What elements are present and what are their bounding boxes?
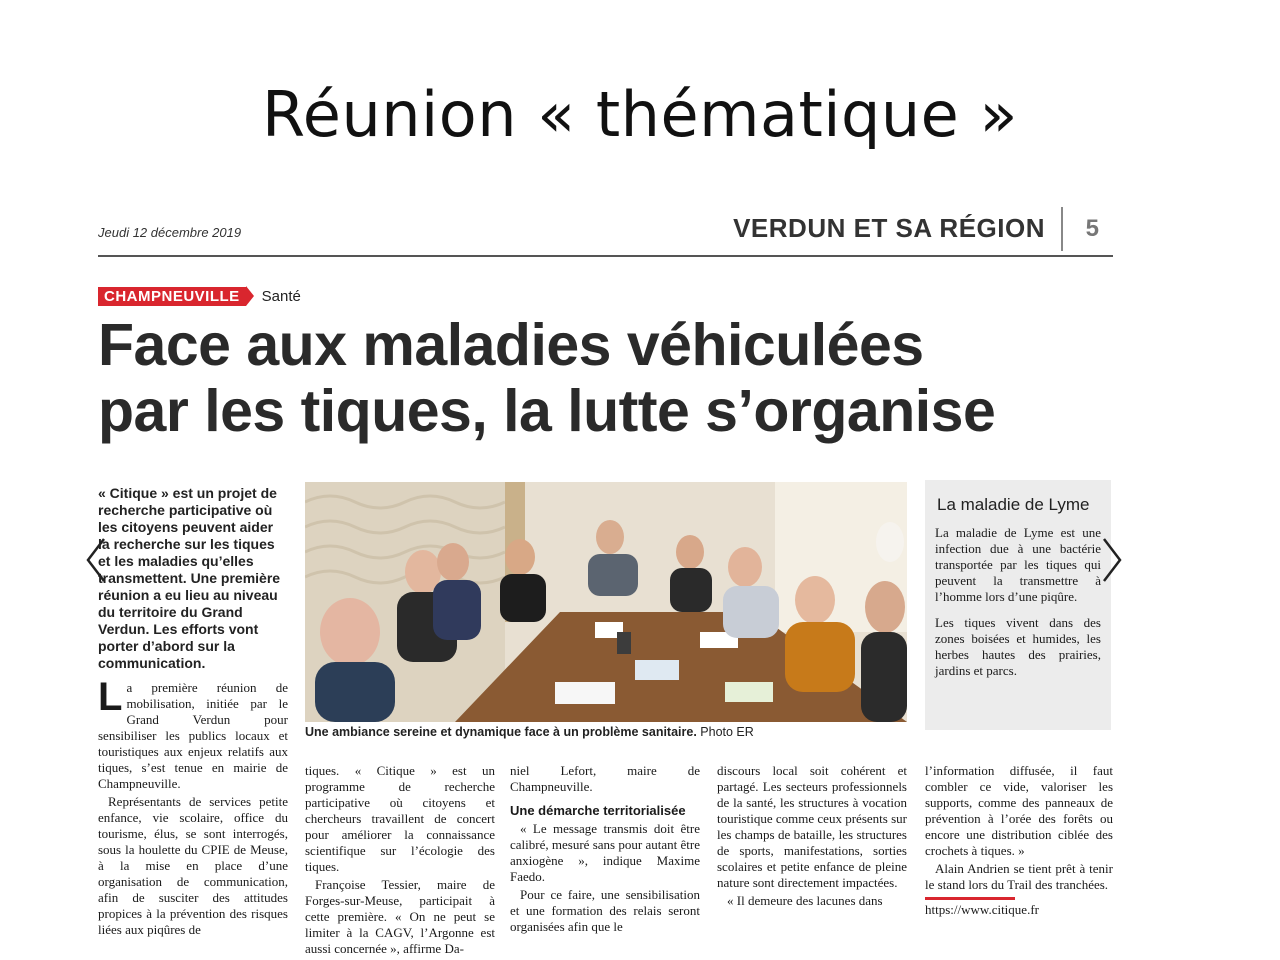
col3-paragraph-2: « Le message transmis doit être calibré, mesuré sans pour autant être anxiogène », indique Maxime Faedo. bbox=[510, 821, 700, 884]
photo-paper-2 bbox=[635, 660, 679, 680]
photo-thermos bbox=[617, 632, 631, 654]
person-3-body bbox=[433, 580, 481, 640]
col1-text-1: a première réunion de mobilisation, initiée par le Grand Verdun pour sensibiliser les publics locaux et touristiques aux enjeux relatifs aux tiques, s’est tenue en mairie de Champneuville. bbox=[98, 680, 288, 791]
person-6-body bbox=[670, 568, 712, 612]
column-5 bbox=[925, 763, 1113, 918]
section-title: VERDUN ET SA RÉGION bbox=[733, 213, 1045, 243]
column-3 bbox=[510, 763, 700, 937]
headline bbox=[98, 312, 1118, 444]
photo-bust bbox=[876, 522, 904, 562]
col4-paragraph-1: discours local soit cohérent et partagé. Les secteurs professionnels de la santé, les structures à vocation touristique comme ceux présents sur les champs de bataille, les structures de sports, manifestations, sorties scolaires et petite enfance de pleine nature sont directement impactées. bbox=[717, 763, 907, 890]
newspaper-clipping bbox=[98, 205, 1113, 956]
headline-line-1: Face aux maladies véhiculées bbox=[98, 312, 924, 378]
person-9-head bbox=[865, 581, 905, 633]
sidebar-title: La maladie de Lyme bbox=[937, 495, 1090, 514]
kicker bbox=[98, 286, 301, 306]
col3-subhead: Une démarche territorialisée bbox=[510, 803, 686, 818]
caption-text: Une ambiance sereine et dynamique face à un problème sanitaire. bbox=[305, 725, 697, 739]
lede: « Citique » est un projet de recherche participative où les citoyens peuvent aider la recherche sur les tiques et les maladies qu’elles transmettent. Une première réunion a eu lieu au niveau du territoire du Grand Verdun. Les efforts vont porter d’abord sur la communication. bbox=[98, 485, 281, 671]
col2-paragraph-2: Françoise Tessier, maire de Forges-sur-Meuse, participait à cette première. « On ne peut se limiter à la CAGV, l’Argonne est aussi concernée », affirme Da- bbox=[305, 877, 495, 956]
col2-paragraph-1: tiques. « Citique » est un programme de recherche participative où citoyens et chercheurs travaillent de concert pour améliorer la connaissance scientifique sur l’écologie des tiques. bbox=[305, 763, 495, 874]
issue-date: Jeudi 12 décembre 2019 bbox=[98, 225, 242, 240]
column-1 bbox=[98, 675, 288, 940]
kicker-rubric: Santé bbox=[261, 287, 301, 305]
chevron-left-icon[interactable] bbox=[84, 535, 108, 585]
meeting-photo bbox=[305, 482, 907, 722]
sidebar-paragraph-2: Les tiques vivent dans des zones boisées et humides, les herbes hautes des prairies, jardins et parcs. bbox=[935, 615, 1101, 678]
person-6-head bbox=[676, 535, 704, 569]
person-9-body bbox=[861, 632, 907, 722]
person-7-head bbox=[728, 547, 762, 587]
col1-paragraph-1 bbox=[98, 675, 288, 792]
caption-credit: Photo ER bbox=[700, 725, 754, 739]
photo-paper-5 bbox=[725, 682, 773, 702]
chevron-right-icon[interactable] bbox=[1100, 535, 1124, 585]
col3-paragraph-1: niel Lefort, maire de Champneuville. bbox=[510, 763, 700, 794]
person-8-body bbox=[785, 622, 855, 692]
col5-paragraph-2: Alain Andrien se tient prêt à tenir le stand lors du Trail des tranchées. bbox=[925, 861, 1113, 892]
person-3-head bbox=[437, 543, 469, 581]
citique-url: https://www.citique.fr bbox=[925, 897, 1015, 918]
headline-line-2: par les tiques, la lutte s’organise bbox=[98, 378, 996, 444]
masthead bbox=[98, 205, 1113, 257]
person-5-head bbox=[596, 520, 624, 554]
page-number: 5 bbox=[1085, 215, 1099, 242]
person-1-body bbox=[315, 662, 395, 722]
masthead-divider bbox=[1061, 207, 1063, 251]
col3-paragraph-3: Pour ce faire, une sensibilisation et une formation des relais seront organisées afin que le bbox=[510, 887, 700, 934]
sidebar-box bbox=[925, 480, 1111, 730]
person-5-body bbox=[588, 554, 638, 596]
dropcap: L bbox=[98, 675, 123, 719]
sidebar-paragraph-1: La maladie de Lyme est une infection due à une bactérie transportée par les tiques qui peuvent la transmettre à l’homme lors d’une piqûre. bbox=[935, 525, 1101, 604]
person-1-head bbox=[320, 598, 380, 666]
person-4-head bbox=[505, 539, 535, 575]
person-8-head bbox=[795, 576, 835, 624]
slide-title: Réunion « thématique » bbox=[262, 78, 1018, 151]
kicker-arrow bbox=[246, 286, 254, 306]
col5-paragraph-1: l’information diffusée, il faut combler ce vide, valoriser les supports, comme des panneaux de prévention à l’orée des forêts ou encore une distribution ciblée des crochets à tiques. » bbox=[925, 763, 1113, 858]
column-2 bbox=[305, 763, 495, 959]
kicker-place: CHAMPNEUVILLE bbox=[98, 287, 246, 306]
photo-paper-4 bbox=[555, 682, 615, 704]
person-7-body bbox=[723, 586, 779, 638]
col4-paragraph-2: « Il demeure des lacunes dans bbox=[727, 893, 883, 908]
column-4 bbox=[717, 763, 907, 911]
person-4-body bbox=[500, 574, 546, 622]
photo-caption bbox=[305, 725, 907, 739]
col1-paragraph-2: Représentants de services petite enfance, vie scolaire, office du tourisme, élus, se sont interrogés, sous la houlette du CPIE de Meuse, à la mise en place d’une organisation de communication, afin de susciter des attitudes propices à la prévention des risques liées aux piqûres de bbox=[98, 794, 288, 937]
